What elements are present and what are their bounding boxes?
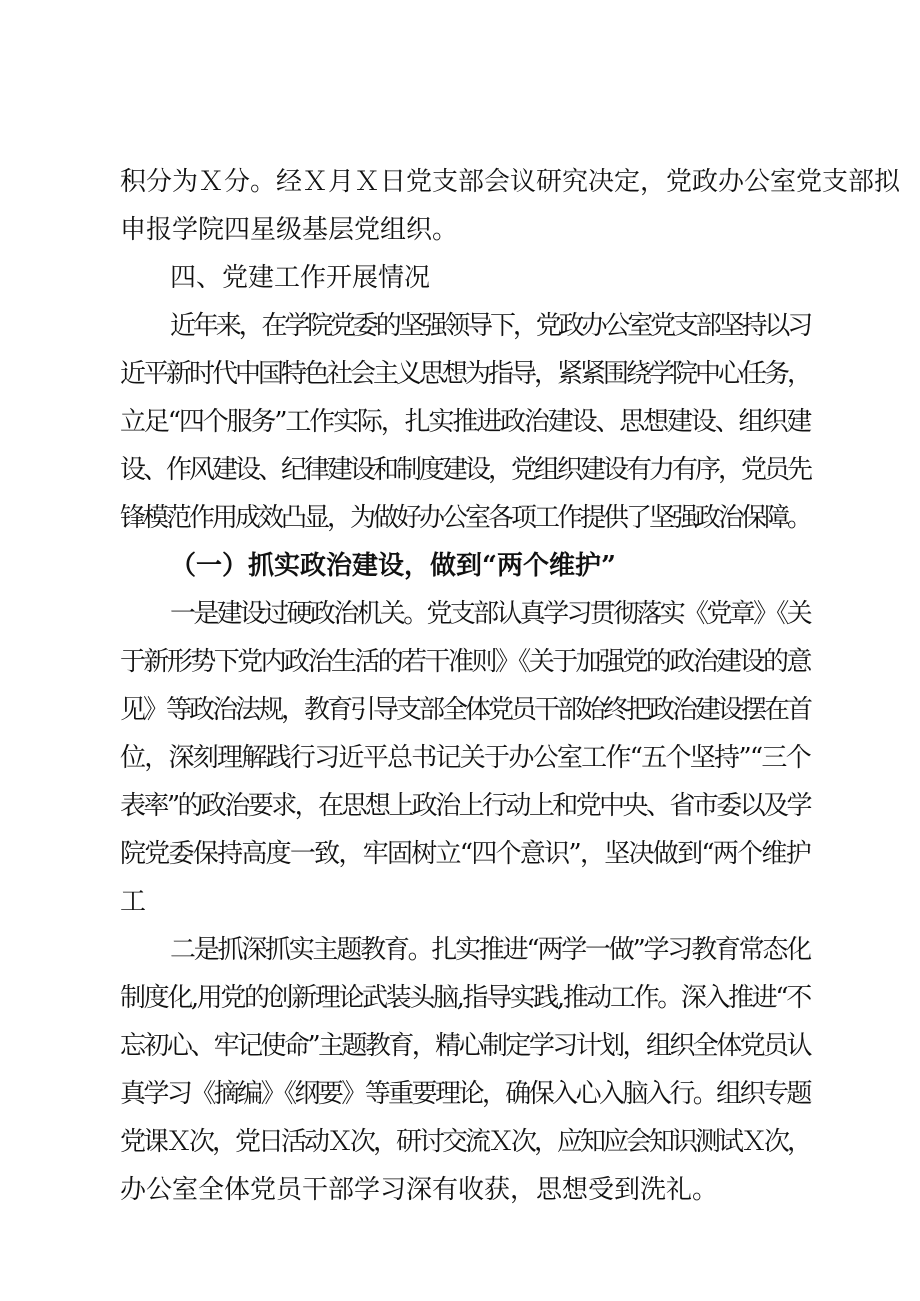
text-line: 设、作风建设、纪律建设和制度建设，党组织建设有力有序，党员先 bbox=[120, 455, 811, 485]
text-line: 一是建设过硬政治机关。党支部认真学习贯彻落实《党章》《关 bbox=[170, 599, 810, 629]
paragraph-line bbox=[0, 742, 920, 774]
text-line: 党课Ｘ次，党日活动Ｘ次，研讨交流Ｘ次，应知应会知识测试Ｘ次， bbox=[120, 1127, 811, 1157]
text-line: 近平新时代中国特色社会主义思想为指导，紧紧围绕学院中心任务， bbox=[120, 359, 811, 389]
text-line: 积分为Ｘ分。经Ｘ月Ｘ日党支部会议研究决定，党政办公室党支部拟 bbox=[120, 167, 901, 197]
text-line: 院党委保持高度一致，牢固树立“四个意识”，坚决做到“两个维护 bbox=[120, 839, 810, 869]
text-line: 立足“四个服务”工作实际，扎实推进政治建设、思想建设、组织建 bbox=[120, 407, 811, 437]
text-line: 近年来，在学院党委的坚强领导下，党政办公室党支部坚持以习 bbox=[170, 311, 811, 341]
paragraph-line bbox=[0, 1030, 920, 1062]
text-line: 忘初心、牢记使命”主题教育，精心制定学习计划，组织全体党员认 bbox=[120, 1031, 810, 1061]
text-line: 二是抓深抓实主题教育。扎实推进“两学一做”学习教育常态化 bbox=[170, 935, 810, 965]
text-line: 制度化,用党的创新理论武装头脑,指导实践,推动工作。深入推进“不 bbox=[120, 983, 810, 1013]
paragraph-line bbox=[0, 694, 920, 726]
section-heading bbox=[0, 262, 920, 294]
text-line: 于新形势下党内政治生活的若干准则》《关于加强党的政治建设的意 bbox=[120, 647, 810, 677]
text-line: 办公室全体党员干部学习深有收获，思想受到洗礼。 bbox=[120, 1175, 719, 1205]
text-line: 锋模范作用成效凸显，为做好办公室各项工作提供了坚强政治保障。 bbox=[120, 503, 811, 533]
paragraph-line bbox=[0, 1078, 920, 1110]
paragraph-line bbox=[0, 646, 920, 678]
subsection-heading bbox=[0, 550, 920, 582]
paragraph-line bbox=[0, 790, 920, 822]
text-line: 见》等政治法规，教育引导支部全体党员干部始终把政治建设摆在首 bbox=[120, 695, 811, 725]
text-line: 申报学院四星级基层党组织。 bbox=[120, 215, 459, 245]
paragraph-line bbox=[0, 502, 920, 534]
paragraph-line bbox=[0, 886, 920, 918]
paragraph-line bbox=[0, 406, 920, 438]
paragraph-line bbox=[0, 1126, 920, 1158]
text-line: 工 bbox=[120, 887, 147, 917]
paragraph-line bbox=[0, 598, 920, 630]
paragraph-line bbox=[0, 838, 920, 870]
paragraph-line bbox=[0, 1174, 920, 1206]
subheading-text: （一）抓实政治建设，做到“两个维护” bbox=[170, 551, 616, 581]
paragraph-line bbox=[0, 166, 920, 198]
paragraph-line bbox=[0, 934, 920, 966]
text-line: 位，深刻理解践行习近平总书记关于办公室工作“五个坚持”“三个 bbox=[120, 743, 810, 773]
paragraph-line bbox=[0, 358, 920, 390]
text-line: 真学习《摘编》《纲要》等重要理论，确保入心入脑入行。组织专题 bbox=[120, 1079, 810, 1109]
paragraph-line bbox=[0, 214, 920, 246]
paragraph-line bbox=[0, 454, 920, 486]
heading-text: 四、党建工作开展情况 bbox=[170, 263, 431, 293]
paragraph-line bbox=[0, 982, 920, 1014]
paragraph-line bbox=[0, 310, 920, 342]
text-line: 表率”的政治要求，在思想上政治上行动上和党中央、省市委以及学 bbox=[120, 791, 810, 821]
